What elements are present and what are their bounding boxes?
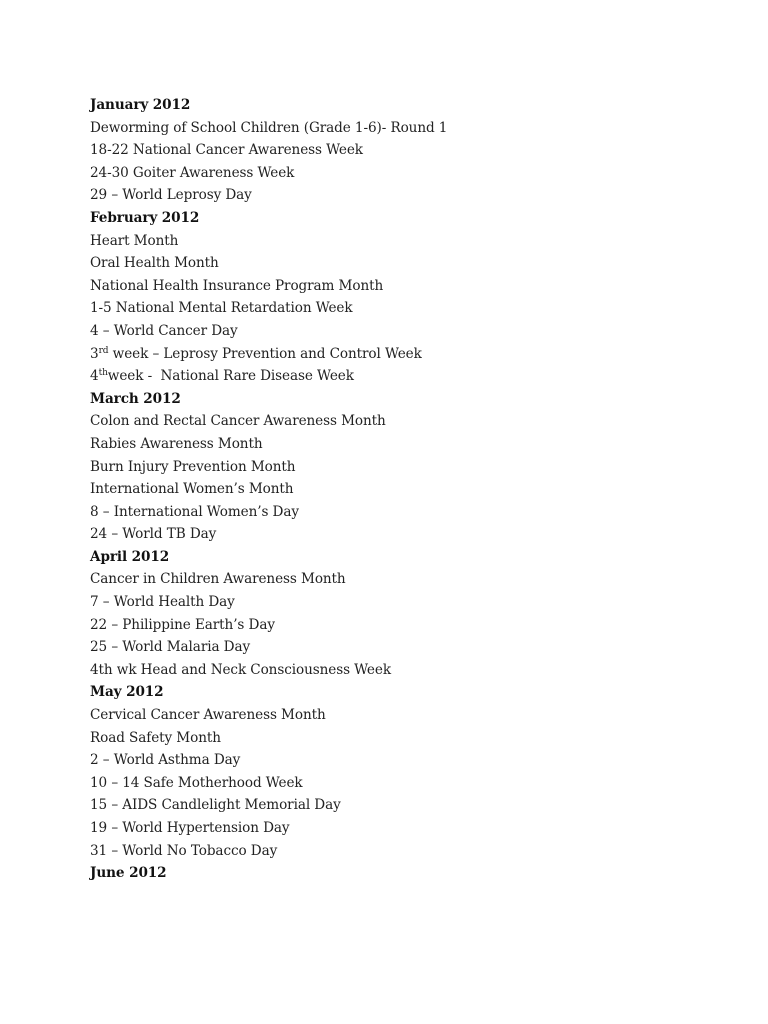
- event-item: [90, 772, 728, 795]
- event-text: 25 – World Malaria Day: [90, 639, 251, 656]
- event-item: [90, 320, 728, 343]
- event-item: [90, 184, 728, 207]
- event-item: [90, 523, 728, 546]
- event-item: [90, 568, 728, 591]
- event-item: [90, 456, 728, 479]
- event-item: [90, 139, 728, 162]
- month-heading: February 2012: [90, 209, 200, 226]
- event-item: [90, 478, 728, 501]
- event-text: 15 – AIDS Candlelight Memorial Day: [90, 797, 341, 814]
- event-item: [90, 614, 728, 637]
- event-item: [90, 275, 728, 298]
- event-item: [90, 297, 728, 320]
- month-heading: April 2012: [90, 548, 170, 565]
- event-ordinal-suffix: rd: [98, 345, 109, 356]
- month-heading: March 2012: [90, 390, 181, 407]
- event-item: [90, 704, 728, 727]
- event-text: week – Leprosy Prevention and Control Week: [108, 345, 422, 362]
- event-item: [90, 501, 728, 524]
- event-item: [90, 636, 728, 659]
- event-text: 2 – World Asthma Day: [90, 752, 241, 769]
- event-item: [90, 591, 728, 614]
- event-ordinal-suffix: th: [98, 368, 108, 379]
- event-item: [90, 365, 728, 388]
- event-text: Rabies Awareness Month: [90, 435, 263, 452]
- event-item: [90, 230, 728, 253]
- event-item: [90, 343, 728, 366]
- event-text: 24 – World TB Day: [90, 526, 217, 543]
- event-text: 1-5 National Mental Retardation Week: [90, 300, 353, 317]
- event-text: Cervical Cancer Awareness Month: [90, 707, 326, 724]
- event-text: Colon and Rectal Cancer Awareness Month: [90, 413, 386, 430]
- event-text: 29 – World Leprosy Day: [90, 187, 252, 204]
- event-text: Burn Injury Prevention Month: [90, 458, 296, 475]
- event-text: 22 – Philippine Earth’s Day: [90, 616, 275, 633]
- month-heading: January 2012: [90, 97, 191, 113]
- event-item: [90, 749, 728, 772]
- event-ordinal-number: 4: [90, 368, 99, 385]
- event-text: 8 – International Women’s Day: [90, 503, 299, 520]
- event-item: [90, 252, 728, 275]
- event-text: 24-30 Goiter Awareness Week: [90, 164, 295, 181]
- event-text: Cancer in Children Awareness Month: [90, 571, 346, 588]
- event-text: week - National Rare Disease Week: [107, 368, 354, 385]
- event-text: 18-22 National Cancer Awareness Week: [90, 142, 363, 159]
- event-item: [90, 794, 728, 817]
- event-text: 4 – World Cancer Day: [90, 322, 238, 339]
- month-heading: May 2012: [90, 684, 164, 701]
- event-text: 10 – 14 Safe Motherhood Week: [90, 774, 303, 791]
- event-item: [90, 162, 728, 185]
- event-text: Heart Month: [90, 232, 179, 249]
- event-item: [90, 817, 728, 840]
- document-page: [90, 94, 728, 885]
- event-text: 4th wk Head and Neck Consciousness Week: [90, 661, 391, 678]
- event-item: [90, 433, 728, 456]
- event-item: [90, 659, 728, 682]
- event-text: Road Safety Month: [90, 729, 221, 746]
- event-text: 31 – World No Tobacco Day: [90, 842, 278, 859]
- event-item: [90, 410, 728, 433]
- event-item: [90, 727, 728, 750]
- event-text: 19 – World Hypertension Day: [90, 820, 290, 836]
- event-item: [90, 117, 728, 140]
- event-text: National Health Insurance Program Month: [90, 277, 384, 294]
- event-text: Deworming of School Children (Grade 1-6)- Round 1: [90, 119, 448, 136]
- event-text: International Women’s Month: [90, 481, 294, 498]
- event-text: Oral Health Month: [90, 255, 219, 272]
- month-heading: June 2012: [90, 865, 167, 882]
- event-item: [90, 840, 728, 863]
- health-calendar-list: [90, 94, 728, 885]
- event-text: 7 – World Health Day: [90, 594, 235, 611]
- event-ordinal-number: 3: [90, 345, 99, 362]
